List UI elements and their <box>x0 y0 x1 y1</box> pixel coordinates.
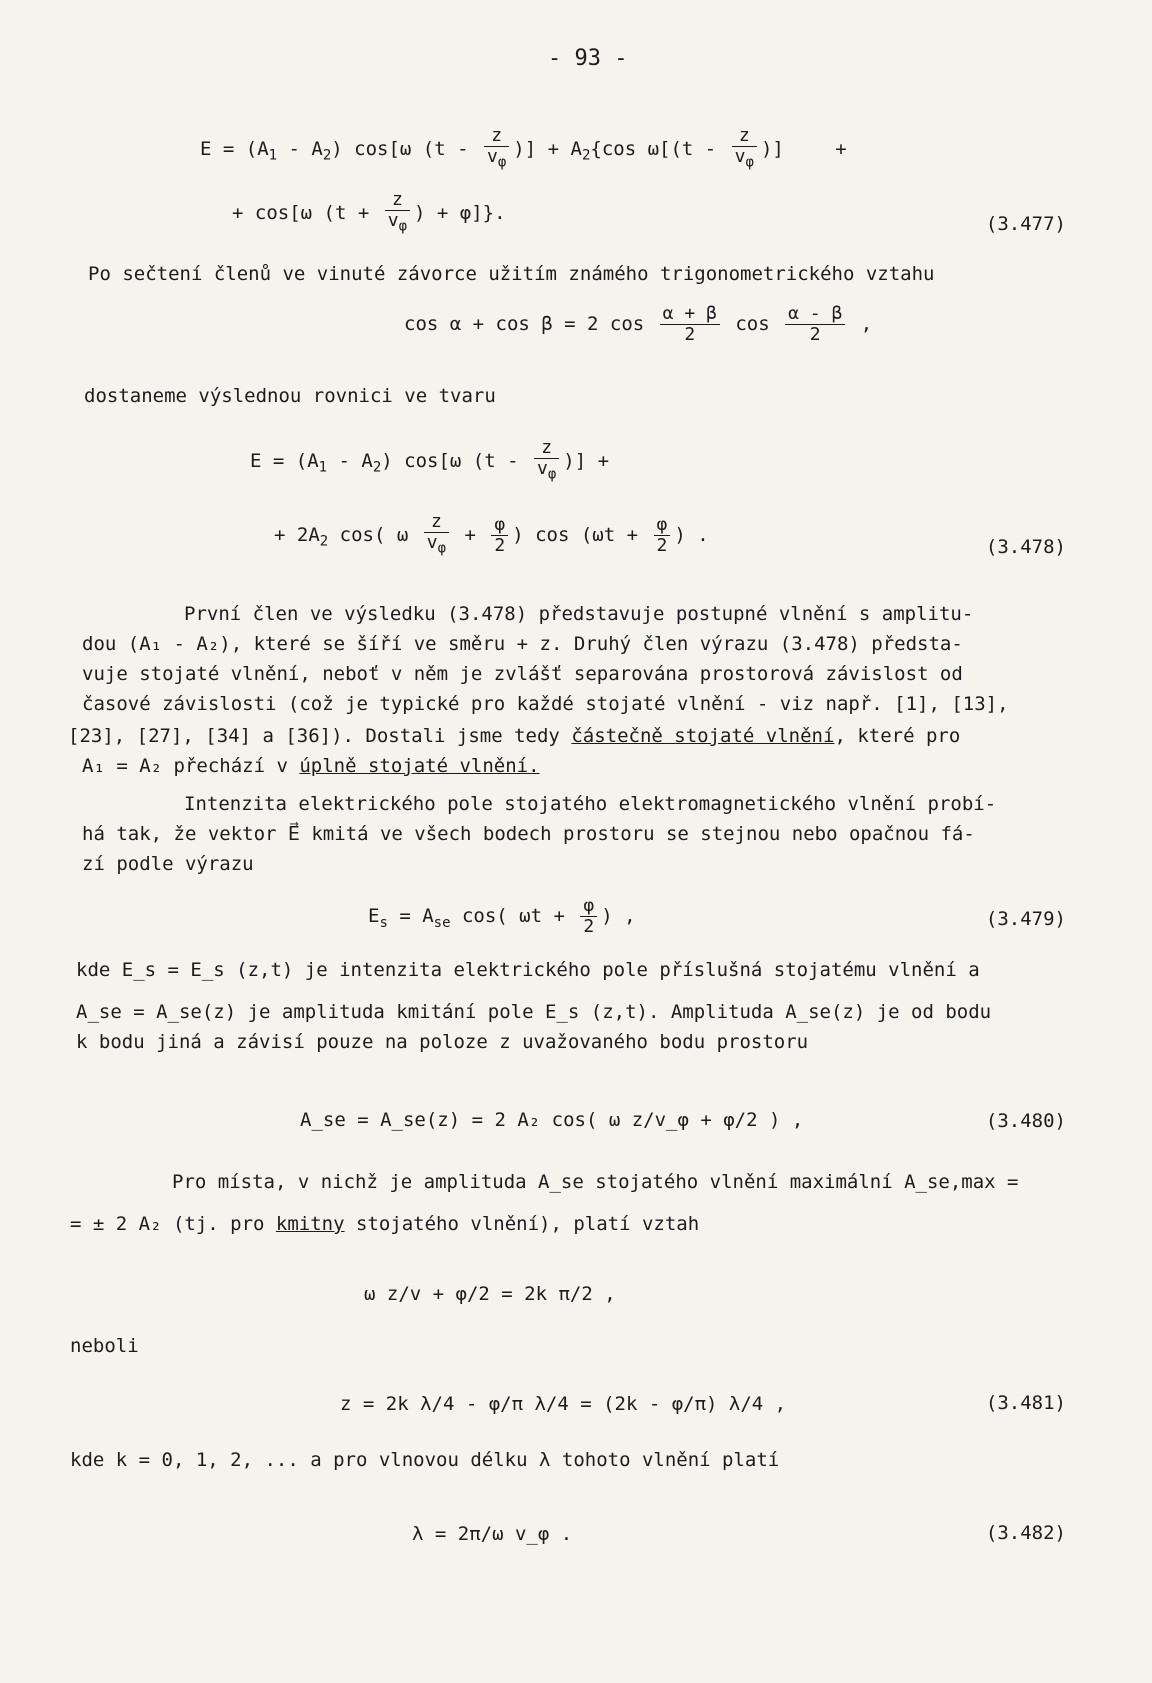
equation-3-478-line2: + $2A_2$ cos( ω $\frac{z}{v_\varphi}$ + $\frac{\varphi}{2}$ ) cos (ωt + $\frac{\varphi}{2}$ ) . <box>274 511 709 557</box>
fraction: $\frac{z}{v_\varphi}$ <box>484 126 509 173</box>
page-number: - 93 - <box>548 46 628 71</box>
fraction: $\frac{z}{v_\varphi}$ <box>424 512 449 559</box>
equation-number: (3.477) <box>985 213 1066 235</box>
equation-number: (3.478) <box>985 536 1066 558</box>
equation-kmitny: ω z/v + φ/2 = 2k π/2 , <box>364 1283 616 1305</box>
underlined-term: úplně stojaté vlnění. <box>299 755 540 777</box>
equation-3-481: z = 2k λ/4 - φ/π λ/4 = (2k - φ/π) λ/4 , <box>340 1393 787 1415</box>
paragraph-line: = ± 2 A₂ (tj. pro kmitny stojatého vlnění), platí vztah <box>70 1213 700 1235</box>
paragraph-line: První člen ve výsledku (3.478) představuje postupné vlnění s amplitu- <box>184 603 974 625</box>
paragraph-line: časové závislosti (což je typické pro každé stojaté vlnění - viz např. [1], [13], <box>82 693 1009 715</box>
equation-number: (3.482) <box>985 1522 1066 1544</box>
paragraph-line: dostaneme výslednou rovnici ve tvaru <box>84 385 496 407</box>
paragraph-line: A_se = A_se(z) je amplituda kmitání pole E_s (z,t). Amplituda A_se(z) je od bodu <box>76 1001 992 1023</box>
fraction: $\frac{\alpha - \beta}{2}$ <box>785 304 845 345</box>
paragraph-line: Intenzita elektrického pole stojatého elektromagnetického vlnění probí- <box>184 793 997 815</box>
equation-3-478-line1: $E = (A_1 - A_2)$ cos[ω (t - $\frac{z}{v_\varphi}$ )] + <box>250 437 610 483</box>
underlined-term: částečně stojaté vlnění <box>571 725 835 747</box>
paragraph-line: Po sečtení členů ve vinuté závorce užitím známého trigonometrického vztahu <box>88 263 935 285</box>
paragraph-line: zí podle výrazu <box>82 853 254 875</box>
equation-3-477-line2: + cos[ω (t + $\frac{z}{v_\varphi}$ ) + φ]}. <box>232 189 506 235</box>
paragraph-line: Pro místa, v nichž je amplituda A_se stojatého vlnění maximální A_se,max = <box>172 1171 1019 1193</box>
fraction: $\frac{\varphi}{2}$ <box>491 515 508 556</box>
fraction: $\frac{\varphi}{2}$ <box>580 896 597 937</box>
equation-3-482: λ = 2π/ω v_φ . <box>412 1523 573 1545</box>
fraction: $\frac{z}{v_\varphi}$ <box>732 126 757 173</box>
equation-3-477-line1: $E = (A_1 - A_2)$ cos[ω (t - $\frac{z}{v_\varphi}$ )] + $A_2\{\cos$ ω[(t - $\frac{z}{v_\varphi}$ )] + <box>200 125 847 171</box>
equation-3-479: $E_s = A_{se}$ cos( ωt + $\frac{\varphi}{2}$ ) , <box>368 895 636 937</box>
paragraph-line: A₁ = A₂ přechází v úplně stojaté vlnění. <box>82 755 540 777</box>
equation-number: (3.479) <box>985 908 1066 930</box>
fraction: $\frac{\varphi}{2}$ <box>654 515 671 556</box>
underlined-term: kmitny <box>275 1213 345 1235</box>
fraction: $\frac{\alpha + \beta}{2}$ <box>660 304 720 345</box>
fraction: $\frac{z}{v_\varphi}$ <box>534 438 559 485</box>
paragraph-line: há tak, že vektor E⃗ kmitá ve všech bodech prostoru se stejnou nebo opačnou fá- <box>82 823 975 845</box>
trig-identity: cos α + cos β = 2 cos $\frac{\alpha + \beta}{2}$ cos $\frac{\alpha - \beta}{2}$ , <box>404 303 873 345</box>
paragraph-line: vuje stojaté vlnění, neboť v něm je zvlášť separována prostorová závislost od <box>82 663 963 685</box>
paragraph-line: dou (A₁ - A₂), které se šíří ve směru + z. Druhý člen výrazu (3.478) předsta- <box>82 633 963 655</box>
fraction: $\frac{z}{v_\varphi}$ <box>385 190 410 237</box>
equation-number: (3.480) <box>985 1110 1066 1132</box>
equation-3-480: A_se = A_se(z) = 2 A₂ cos( ω z/v_φ + φ/2 ) , <box>300 1109 804 1131</box>
paragraph-line: [23], [27], [34] a [36]). Dostali jsme tedy částečně stojaté vlnění, které pro <box>68 725 961 747</box>
paragraph-line: kde E_s = E_s (z,t) je intenzita elektrického pole příslušná stojatému vlnění a <box>76 959 980 981</box>
paragraph-line: neboli <box>70 1335 139 1357</box>
equation-number: (3.481) <box>985 1392 1066 1414</box>
paragraph-line: k bodu jiná a závisí pouze na poloze z uvažovaného bodu prostoru <box>76 1031 809 1053</box>
paragraph-line: kde k = 0, 1, 2, ... a pro vlnovou délku λ tohoto vlnění platí <box>70 1449 780 1471</box>
